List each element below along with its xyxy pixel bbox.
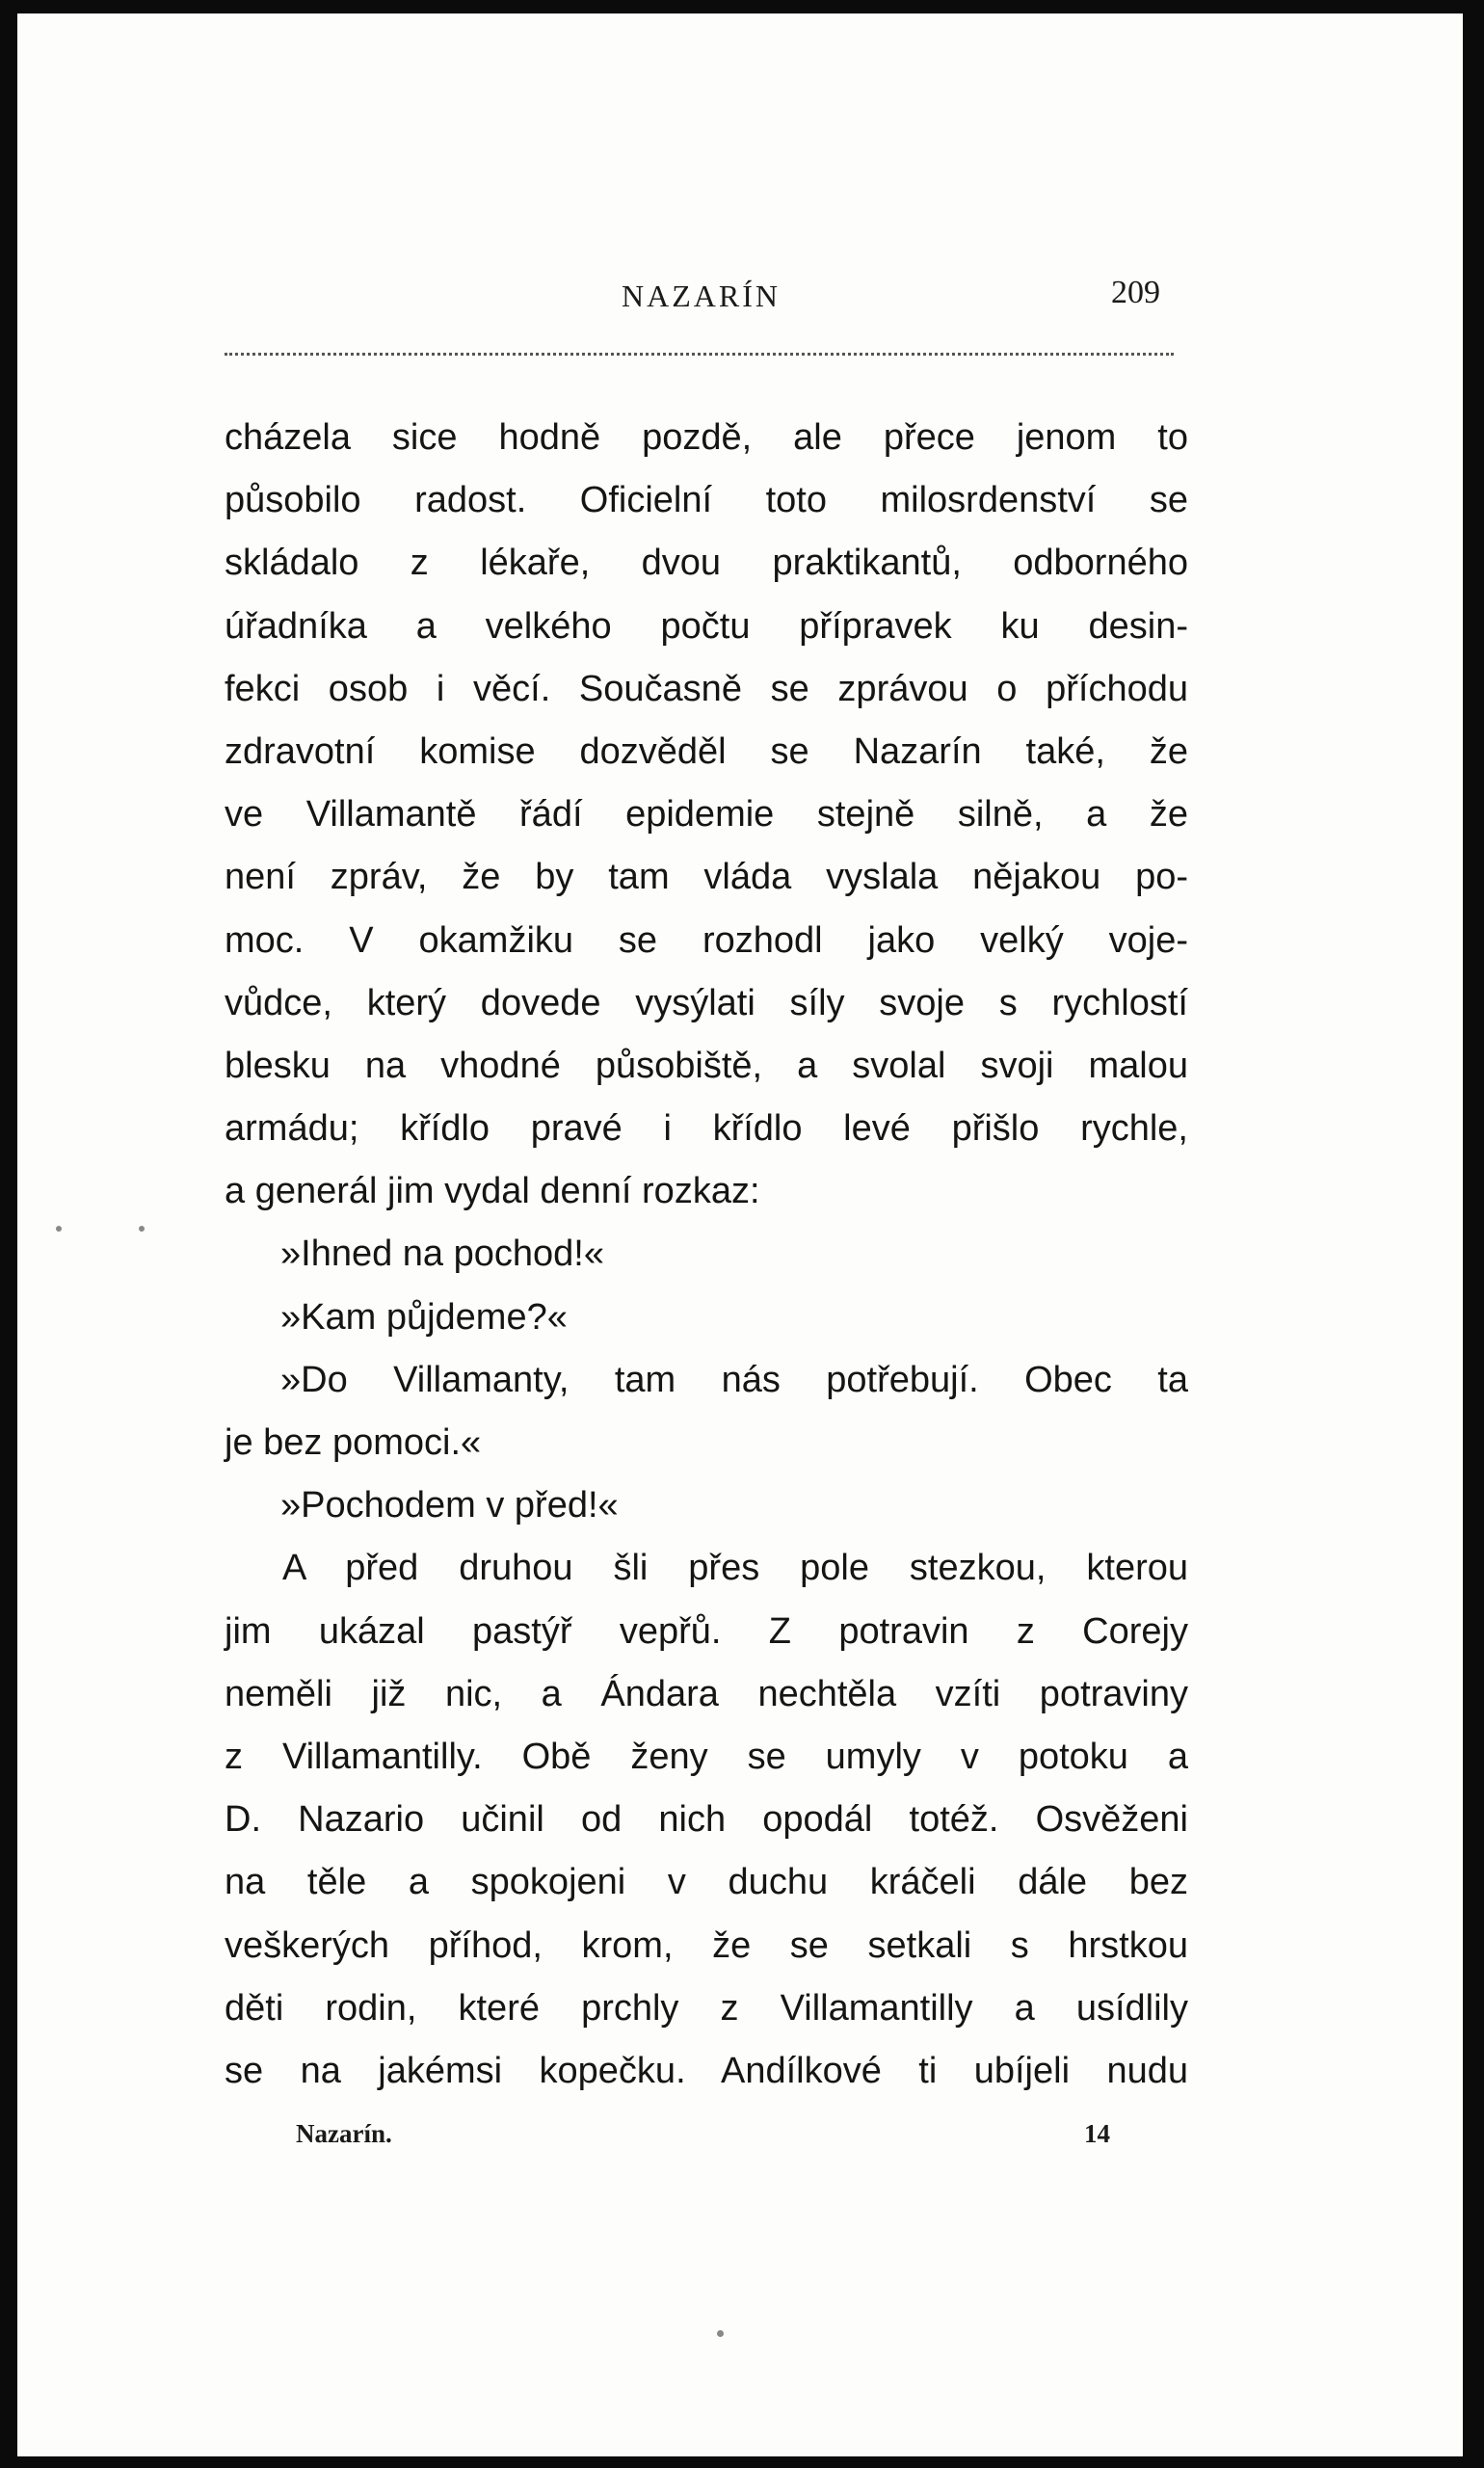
text-line: úřadníka a velkého počtu přípravek ku desin- [225,605,1188,647]
header-rule [225,353,1174,356]
page-number: 209 [1111,275,1160,310]
dialogue-line: »Do Villamanty, tam nás potřebují. Obec ta [280,1359,1188,1400]
text-line: se na jakémsi kopečku. Andílkové ti ubíjeli nudu [225,2050,1188,2091]
dialogue-line: »Kam půjdeme?« [280,1296,568,1338]
scan-speck [139,1226,145,1232]
text-line: armádu; křídlo pravé i křídlo levé přišlo rychle, [225,1108,1188,1150]
text-line: cházela sice hodně pozdě, ale přece jenom to [225,417,1188,458]
running-title: NAZARÍN [622,279,781,313]
scan-speck [717,2330,724,2337]
text-line: blesku na vhodné působiště, a svolal svoji malou [225,1045,1188,1086]
text-line: vůdce, který dovede vysýlati síly svoje s rychlostí [225,982,1188,1023]
sheet-number: 14 [1084,2119,1110,2148]
text-line: jim ukázal pastýř vepřů. Z potravin z Corejy [225,1610,1188,1652]
text-line: z Villamantilly. Obě ženy se umyly v potoku a [225,1736,1188,1777]
text-line: zdravotní komise dozvěděl se Nazarín také, že [225,730,1188,772]
text-line: a generál jim vydal denní rozkaz: [225,1171,760,1212]
text-line: skládalo z lékaře, dvou praktikantů, odborného [225,543,1188,584]
text-line: je bez pomoci.« [225,1422,482,1463]
dialogue-line: »Pochodem v před!« [280,1485,619,1526]
text-line: fekci osob i věcí. Současně se zprávou o příchodu [225,668,1188,709]
text-line: moc. V okamžiku se rozhodl jako velký voje- [225,919,1188,961]
text-line: působilo radost. Oficielní toto milosrdenství se [225,480,1188,521]
page-header [17,275,1463,321]
body-text [225,407,1188,2103]
book-page [17,13,1463,2456]
text-line: na těle a spokojeni v duchu kráčeli dále bez [225,1862,1188,1903]
scan-speck [56,1226,62,1232]
printer-signature: Nazarín. [296,2119,392,2148]
paragraph-start-line: A před druhou šli přes pole stezkou, kterou [282,1548,1188,1589]
text-line: děti rodin, které prchly z Villamantilly a usídlily [225,1987,1188,2029]
dialogue-line: »Ihned na pochod!« [280,1234,604,1275]
text-line: ve Villamantě řádí epidemie stejně silně, a že [225,794,1188,836]
text-line: veškerých příhod, krom, že se setkali s hrstkou [225,1924,1188,1966]
text-line: neměli již nic, a Ándara nechtěla vzíti potraviny [225,1673,1188,1714]
text-line: D. Nazario učinil od nich opodál totéž. Osvěženi [225,1799,1188,1841]
text-line: není zpráv, že by tam vláda vyslala nějakou po- [225,857,1188,898]
